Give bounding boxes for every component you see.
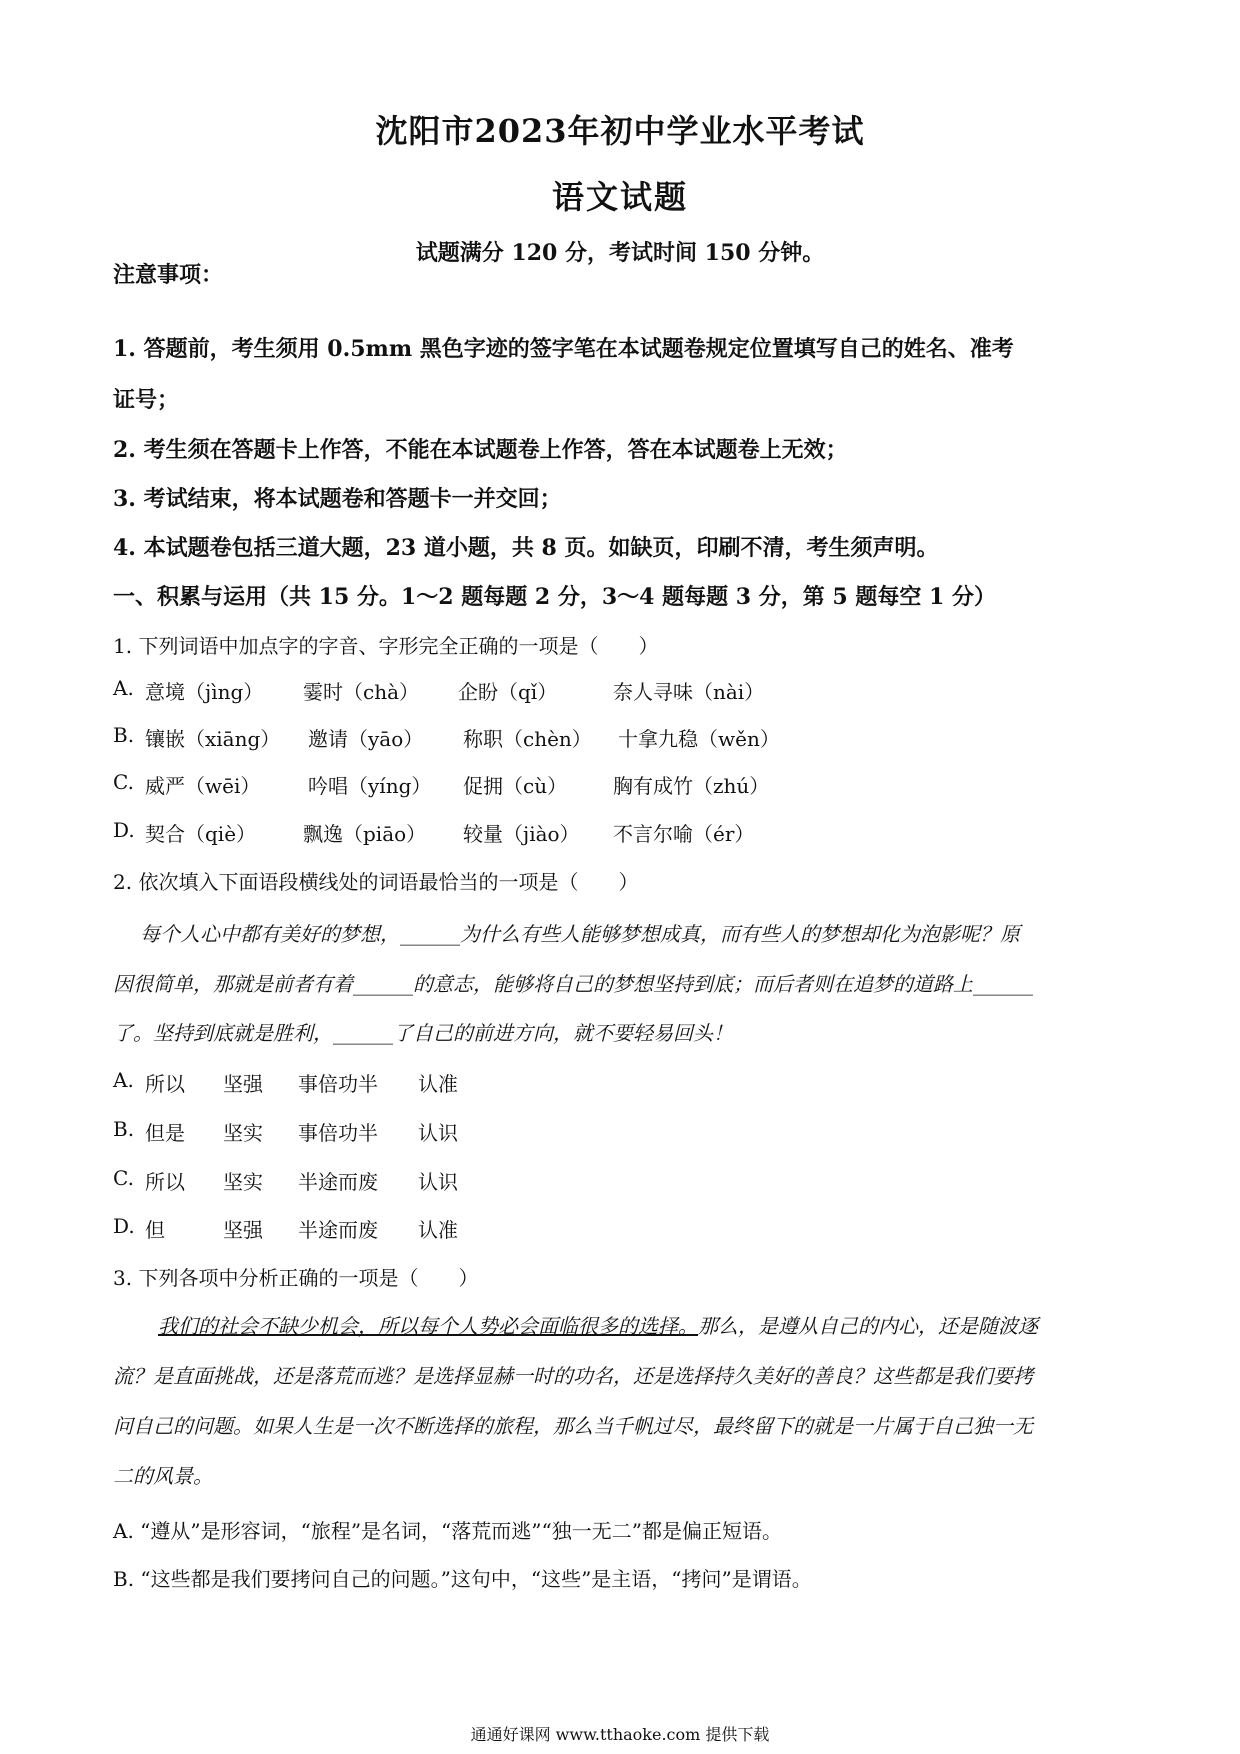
exam-title: 沈阳市2023年初中学业水平考试 bbox=[375, 112, 865, 150]
option-word: 十拿九稳（wěn） bbox=[618, 727, 780, 751]
option-word: 促拥（cù） bbox=[463, 774, 568, 798]
option-word: 认准 bbox=[418, 1218, 458, 1242]
option-word: 契合（qiè） bbox=[145, 822, 257, 846]
passage-line: 二的风景。 bbox=[113, 1464, 213, 1488]
question-1-stem: 1. 下列词语中加点字的字音、字形完全正确的一项是（ ） bbox=[113, 634, 659, 658]
option-word: 坚强 bbox=[223, 1072, 263, 1096]
option-word: 威严（wēi） bbox=[145, 774, 261, 798]
option-word: 认识 bbox=[418, 1121, 458, 1145]
question-3-stem: 3. 下列各项中分析正确的一项是（ ） bbox=[113, 1266, 479, 1290]
option-letter: C. bbox=[113, 1166, 134, 1190]
note-item: 4. 本试题卷包括三道大题，23 道小题，共 8 页。如缺页，印刷不清，考生须声明。 bbox=[113, 535, 939, 561]
option-word: 霎时（chà） bbox=[303, 680, 420, 704]
option-letter: C. bbox=[113, 770, 134, 794]
option-word: 称职（chèn） bbox=[463, 727, 592, 751]
option-word: 坚强 bbox=[223, 1218, 263, 1242]
option-word: 不言尔喻（ér） bbox=[613, 822, 755, 846]
section-heading: 一、积累与运用（共 15 分。1～2 题每题 2 分，3～4 题每题 3 分，第 5 题每空 1 分） bbox=[113, 584, 996, 610]
option-word: 吟唱（yíng） bbox=[308, 774, 432, 798]
question-2-stem: 2. 依次填入下面语段横线处的词语最恰当的一项是（ ） bbox=[113, 870, 639, 894]
exam-subtitle: 语文试题 bbox=[551, 178, 688, 216]
option-word: 胸有成竹（zhú） bbox=[613, 774, 770, 798]
option-word: 坚实 bbox=[223, 1121, 263, 1145]
option-word: 半途而废 bbox=[298, 1218, 378, 1242]
underlined-sentence: 我们的社会不缺少机会，所以每个人势必会面临很多的选择。 bbox=[158, 1314, 698, 1338]
option-word: 事倍功半 bbox=[298, 1121, 378, 1145]
option-letter: A. bbox=[113, 676, 134, 700]
option-word: 邀请（yāo） bbox=[308, 727, 424, 751]
footer-credit: 通通好课网 www.tthaoke.com 提供下载 bbox=[470, 1725, 770, 1744]
option-word: 认准 bbox=[418, 1072, 458, 1096]
option-word: 镶嵌（xiāng） bbox=[145, 727, 281, 751]
option-word: 所以 bbox=[145, 1170, 185, 1194]
q3-option-a: A. “遵从”是形容词，“旅程”是名词，“落荒而逃”“独一无二”都是偏正短语。 bbox=[113, 1519, 782, 1543]
option-letter: B. bbox=[113, 1117, 135, 1141]
exam-info: 试题满分 120 分，考试时间 150 分钟。 bbox=[415, 240, 825, 266]
passage-line: 问自己的问题。如果人生是一次不断选择的旅程，那么当千帆过尽，最终留下的就是一片属于自己独一无 bbox=[113, 1414, 1033, 1438]
option-word: 意境（jìng） bbox=[145, 680, 264, 704]
option-word: 但是 bbox=[145, 1121, 185, 1145]
option-word: 坚实 bbox=[223, 1170, 263, 1194]
option-word: 所以 bbox=[145, 1072, 185, 1096]
option-letter: D. bbox=[113, 1214, 135, 1238]
note-item: 3. 考试结束，将本试题卷和答题卡一并交回； bbox=[113, 486, 562, 512]
note-item: 1. 答题前，考生须用 0.5mm 黑色字迹的签字笔在本试题卷规定位置填写自己的姓名、准考 bbox=[113, 336, 1014, 362]
option-word: 较量（jiào） bbox=[463, 822, 580, 846]
option-word: 认识 bbox=[418, 1170, 458, 1194]
option-word: 但 bbox=[145, 1218, 165, 1242]
option-letter: A. bbox=[113, 1068, 134, 1092]
passage-text: 那么，是遵从自己的内心，还是随波逐 bbox=[698, 1314, 1038, 1338]
option-word: 半途而废 bbox=[298, 1170, 378, 1194]
q3-option-b: B. “这些都是我们要拷问自己的问题。”这句中，“这些”是主语，“拷问”是谓语。 bbox=[113, 1567, 812, 1591]
passage-line: 每个人心中都有美好的梦想，______为什么有些人能够梦想成真，而有些人的梦想却化为泡影呢？原 bbox=[140, 922, 1020, 946]
passage-line: 流？是直面挑战，还是落荒而逃？是选择显赫一时的功名，还是选择持久美好的善良？这些都是我们要拷 bbox=[113, 1364, 1033, 1388]
option-word: 奈人寻味（nài） bbox=[613, 680, 765, 704]
note-item: 证号； bbox=[113, 387, 180, 413]
option-word: 飘逸（piāo） bbox=[303, 822, 427, 846]
passage-line: 了。坚持到底就是胜利，______了自己的前进方向，就不要轻易回头！ bbox=[113, 1021, 733, 1045]
note-item: 2. 考生须在答题卡上作答，不能在本试题卷上作答，答在本试题卷上无效； bbox=[113, 437, 848, 463]
passage-line: 因很简单，那就是前者有着______的意志，能够将自己的梦想坚持到底；而后者则在追梦的道路上______ bbox=[113, 972, 1033, 996]
option-letter: D. bbox=[113, 818, 135, 842]
option-word: 企盼（qǐ） bbox=[458, 680, 558, 704]
notes-heading: 注意事项： bbox=[113, 262, 224, 288]
option-word: 事倍功半 bbox=[298, 1072, 378, 1096]
option-letter: B. bbox=[113, 723, 135, 747]
passage-line bbox=[158, 1310, 1170, 1339]
